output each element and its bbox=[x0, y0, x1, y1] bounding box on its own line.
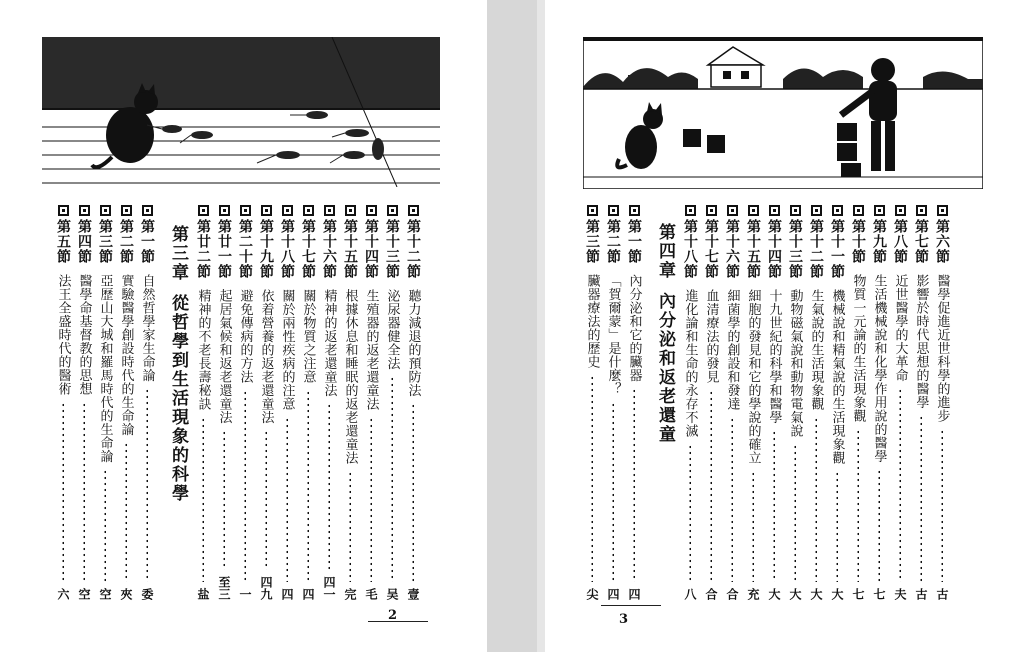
toc-title: 關於物質之注意 bbox=[300, 289, 316, 384]
right-toc bbox=[545, 205, 1024, 605]
chapter-number: 第三章 bbox=[168, 225, 188, 282]
toc-page: 大 bbox=[830, 588, 844, 600]
bullet-square-icon bbox=[324, 205, 335, 216]
leader-dots bbox=[328, 403, 330, 570]
chapter-number: 第四章 bbox=[655, 223, 675, 280]
toc-entry bbox=[297, 205, 319, 600]
leader-dots bbox=[391, 376, 393, 582]
toc-page: 空 bbox=[98, 588, 112, 600]
toc-section: 第九節 bbox=[871, 219, 887, 264]
toc-section: 第十一節 bbox=[829, 219, 845, 279]
toc-title: 機械說和精氣說的生活現象觀 bbox=[829, 289, 845, 465]
toc-entry bbox=[742, 205, 764, 600]
bullet-square-icon bbox=[769, 205, 780, 216]
toc-page: 完 bbox=[343, 588, 357, 600]
toc-title: 十九世紀的科學和醫學 bbox=[766, 289, 782, 424]
toc-section: 第廿一節 bbox=[216, 219, 232, 279]
leader-dots bbox=[62, 402, 64, 583]
chapter-heading bbox=[160, 225, 186, 503]
bullet-square-icon bbox=[408, 205, 419, 216]
toc-title: 聽力減退的預防法 bbox=[405, 289, 421, 397]
toc-entry bbox=[402, 205, 424, 600]
bullet-square-icon bbox=[587, 205, 598, 216]
toc-entry bbox=[73, 205, 95, 600]
bullet-square-icon bbox=[895, 205, 906, 216]
toc-page: 盐 bbox=[196, 588, 210, 600]
toc-title: 自然哲學家生命論 bbox=[139, 274, 155, 382]
bullet-square-icon bbox=[58, 205, 69, 216]
toc-page: 委 bbox=[140, 588, 154, 600]
toc-entry bbox=[763, 205, 785, 600]
toc-page: 四 bbox=[280, 588, 294, 600]
bullet-square-icon bbox=[303, 205, 314, 216]
toc-section: 第十九節 bbox=[258, 219, 274, 279]
leader-dots bbox=[202, 417, 204, 583]
leader-dots bbox=[591, 375, 593, 583]
leader-dots bbox=[104, 469, 106, 582]
toc-section: 第十六節 bbox=[724, 219, 740, 279]
toc-page: 大 bbox=[767, 588, 781, 600]
toc-entry bbox=[339, 205, 361, 600]
bullet-square-icon bbox=[240, 205, 251, 216]
toc-title: 精神的返老還童法 bbox=[321, 289, 337, 397]
toc-entry bbox=[255, 205, 277, 600]
bullet-square-icon bbox=[706, 205, 717, 216]
toc-section: 第六節 bbox=[934, 219, 950, 264]
toc-title: 生殖器的返老還童法 bbox=[363, 289, 379, 411]
leader-dots bbox=[370, 417, 372, 583]
bullet-square-icon bbox=[219, 205, 230, 216]
bullet-square-icon bbox=[685, 205, 696, 216]
toc-section: 第十六節 bbox=[321, 219, 337, 279]
toc-entry bbox=[192, 205, 214, 600]
leader-dots bbox=[689, 444, 691, 583]
toc-title: 根據休息和睡眠的返老還童法 bbox=[342, 289, 358, 465]
leader-dots bbox=[836, 471, 838, 583]
toc-title: 避免傳病的方法 bbox=[237, 289, 253, 384]
toc-title: 法王全盛時代的醫術 bbox=[55, 274, 71, 396]
toc-page: 四一 bbox=[322, 576, 336, 600]
leader-dots bbox=[710, 390, 712, 583]
leader-dots bbox=[794, 444, 796, 583]
leader-dots bbox=[773, 430, 775, 582]
toc-section: 第十八節 bbox=[279, 219, 295, 279]
leader-dots bbox=[731, 417, 733, 583]
toc-entry bbox=[276, 205, 298, 600]
footer-rule bbox=[368, 621, 428, 622]
leader-dots bbox=[815, 417, 817, 583]
toc-section: 第十八節 bbox=[682, 219, 698, 279]
bullet-square-icon bbox=[261, 205, 272, 216]
toc-page: 至三 bbox=[217, 576, 231, 600]
toc-title: 進化論和生命的永存不滅 bbox=[682, 289, 698, 438]
toc-section: 第二十節 bbox=[237, 219, 253, 279]
toc-entry bbox=[847, 205, 869, 600]
chapter-heading bbox=[647, 223, 673, 444]
toc-section: 第五節 bbox=[55, 219, 71, 264]
toc-title: 「賀爾蒙」是什麼？ bbox=[605, 274, 621, 396]
bullet-square-icon bbox=[629, 205, 640, 216]
toc-title: 實驗醫學創設時代的生命論 bbox=[118, 274, 134, 436]
toc-section: 第三節 bbox=[584, 219, 600, 264]
toc-entry bbox=[581, 205, 603, 600]
bullet-square-icon bbox=[811, 205, 822, 216]
cat-and-child-illustration bbox=[583, 37, 983, 189]
leader-dots bbox=[146, 388, 148, 582]
toc-title: 近世醫學的大革命 bbox=[892, 274, 908, 382]
toc-entry bbox=[679, 205, 701, 600]
toc-page: 吴 bbox=[385, 588, 399, 600]
toc-section: 第十三節 bbox=[384, 219, 400, 279]
leader-dots bbox=[752, 471, 754, 583]
leader-dots bbox=[83, 402, 85, 583]
bullet-square-icon bbox=[79, 205, 90, 216]
toc-entry bbox=[136, 205, 158, 600]
toc-title: 細菌學的創設和發達 bbox=[724, 289, 740, 411]
bullet-square-icon bbox=[727, 205, 738, 216]
toc-entry bbox=[623, 205, 645, 600]
toc-entry bbox=[360, 205, 382, 600]
toc-section: 第一節 bbox=[626, 219, 642, 264]
chapter-title: 內分泌和返老還童 bbox=[655, 292, 675, 444]
toc-title: 醫學促進近世科學的進步 bbox=[934, 274, 950, 423]
toc-page: 一 bbox=[238, 588, 252, 600]
right-page bbox=[545, 0, 1024, 652]
toc-section: 第四節 bbox=[76, 219, 92, 264]
left-toc bbox=[0, 205, 487, 605]
toc-entry bbox=[94, 205, 116, 600]
toc-entry bbox=[721, 205, 743, 600]
toc-entry bbox=[889, 205, 911, 600]
leader-dots bbox=[307, 390, 309, 583]
toc-page: 空 bbox=[77, 588, 91, 600]
bullet-square-icon bbox=[366, 205, 377, 216]
toc-entry bbox=[910, 205, 932, 600]
bullet-square-icon bbox=[832, 205, 843, 216]
toc-title: 醫學命基督教的思想 bbox=[76, 274, 92, 396]
bullet-square-icon bbox=[916, 205, 927, 216]
toc-page: 四 bbox=[301, 588, 315, 600]
toc-title: 生活機械說和化學作用說的醫學 bbox=[871, 274, 887, 463]
toc-page: 大 bbox=[809, 588, 823, 600]
toc-page: 六 bbox=[56, 588, 70, 600]
toc-page: 合 bbox=[725, 588, 739, 600]
toc-entry bbox=[602, 205, 624, 600]
toc-page: 充 bbox=[746, 588, 760, 600]
leader-dots bbox=[633, 388, 635, 582]
toc-title: 血清療法的發見 bbox=[703, 289, 719, 384]
toc-title: 泌尿器健全法 bbox=[384, 289, 400, 370]
cat-and-rats-illustration bbox=[42, 37, 440, 187]
toc-title: 臟器療法的歷史 bbox=[584, 274, 600, 369]
bullet-square-icon bbox=[853, 205, 864, 216]
bullet-square-icon bbox=[198, 205, 209, 216]
leader-dots bbox=[920, 415, 922, 582]
toc-page: 夫 bbox=[893, 588, 907, 600]
toc-section: 第十四節 bbox=[766, 219, 782, 279]
toc-section: 第二節 bbox=[118, 219, 134, 264]
bullet-square-icon bbox=[937, 205, 948, 216]
toc-page: 古 bbox=[914, 588, 928, 600]
leader-dots bbox=[223, 430, 225, 570]
toc-page: 毛 bbox=[364, 588, 378, 600]
toc-page: 八 bbox=[683, 588, 697, 600]
toc-page: 七 bbox=[872, 588, 886, 600]
toc-page: 四九 bbox=[259, 576, 273, 600]
toc-title: 物質一元論的生活現象觀 bbox=[850, 274, 866, 423]
leader-dots bbox=[612, 402, 614, 583]
toc-section: 第二節 bbox=[605, 219, 621, 264]
toc-section: 第十五節 bbox=[745, 219, 761, 279]
toc-title: 精神的不老長壽秘訣 bbox=[195, 289, 211, 411]
toc-entry bbox=[805, 205, 827, 600]
toc-page: 夾 bbox=[119, 588, 133, 600]
page-number: 2 bbox=[388, 608, 398, 623]
toc-entry bbox=[115, 205, 137, 600]
leader-dots bbox=[857, 429, 859, 583]
chapter-title: 從哲學到生活現象的科學 bbox=[168, 294, 188, 503]
toc-section: 第十七節 bbox=[703, 219, 719, 279]
toc-entry bbox=[784, 205, 806, 600]
book-gutter-edge bbox=[537, 0, 545, 652]
toc-entry bbox=[826, 205, 848, 600]
bullet-square-icon bbox=[142, 205, 153, 216]
toc-section: 第廿二節 bbox=[195, 219, 211, 279]
toc-entry bbox=[381, 205, 403, 600]
toc-entry bbox=[234, 205, 256, 600]
toc-section: 第十節 bbox=[850, 219, 866, 264]
toc-title: 生氣說的生活現象觀 bbox=[808, 289, 824, 411]
toc-section: 第十二節 bbox=[405, 219, 421, 279]
toc-page: 大 bbox=[788, 588, 802, 600]
toc-section: 第三節 bbox=[97, 219, 113, 264]
bullet-square-icon bbox=[608, 205, 619, 216]
footer-rule bbox=[601, 605, 661, 606]
bullet-square-icon bbox=[874, 205, 885, 216]
page-number: 3 bbox=[619, 612, 629, 627]
toc-page: 合 bbox=[704, 588, 718, 600]
leader-dots bbox=[878, 469, 880, 582]
bullet-square-icon bbox=[121, 205, 132, 216]
toc-entry bbox=[931, 205, 953, 600]
toc-section: 第七節 bbox=[913, 219, 929, 264]
toc-title: 起居氣候和返老還童法 bbox=[216, 289, 232, 424]
toc-section: 第一節 bbox=[139, 219, 155, 264]
toc-title: 關於兩性疾病的注意 bbox=[279, 289, 295, 411]
bullet-square-icon bbox=[282, 205, 293, 216]
toc-entry bbox=[52, 205, 74, 600]
toc-section: 第十四節 bbox=[363, 219, 379, 279]
bullet-square-icon bbox=[345, 205, 356, 216]
toc-page: 壹 bbox=[406, 588, 420, 600]
bullet-square-icon bbox=[387, 205, 398, 216]
toc-page: 四 bbox=[627, 588, 641, 600]
toc-section: 第十三節 bbox=[787, 219, 803, 279]
toc-section: 第八節 bbox=[892, 219, 908, 264]
toc-entry bbox=[318, 205, 340, 600]
leader-dots bbox=[412, 403, 414, 582]
toc-page: 尖 bbox=[585, 588, 599, 600]
toc-title: 亞歷山大城和羅馬時代的生命論 bbox=[97, 274, 113, 463]
toc-section: 第十七節 bbox=[300, 219, 316, 279]
bullet-square-icon bbox=[790, 205, 801, 216]
left-page bbox=[0, 0, 487, 652]
bullet-square-icon bbox=[748, 205, 759, 216]
toc-page: 七 bbox=[851, 588, 865, 600]
toc-title: 細胞的發見和它的學說的確立 bbox=[745, 289, 761, 465]
toc-title: 動物磁氣說和動物電氣說 bbox=[787, 289, 803, 438]
toc-title: 內分泌和它的臟器 bbox=[626, 274, 642, 382]
toc-page: 古 bbox=[935, 588, 949, 600]
toc-title: 依着營養的返老還童法 bbox=[258, 289, 274, 424]
leader-dots bbox=[941, 429, 943, 583]
bullet-square-icon bbox=[100, 205, 111, 216]
leader-dots bbox=[349, 471, 351, 583]
toc-entry bbox=[213, 205, 235, 600]
toc-section: 第十五節 bbox=[342, 219, 358, 279]
toc-title: 影響於時代思想的醫學 bbox=[913, 274, 929, 409]
toc-entry bbox=[868, 205, 890, 600]
leader-dots bbox=[899, 388, 901, 582]
toc-entry bbox=[700, 205, 722, 600]
leader-dots bbox=[265, 430, 267, 570]
leader-dots bbox=[125, 442, 127, 582]
leader-dots bbox=[286, 417, 288, 583]
toc-section: 第十二節 bbox=[808, 219, 824, 279]
toc-page: 四 bbox=[606, 588, 620, 600]
leader-dots bbox=[244, 390, 246, 583]
